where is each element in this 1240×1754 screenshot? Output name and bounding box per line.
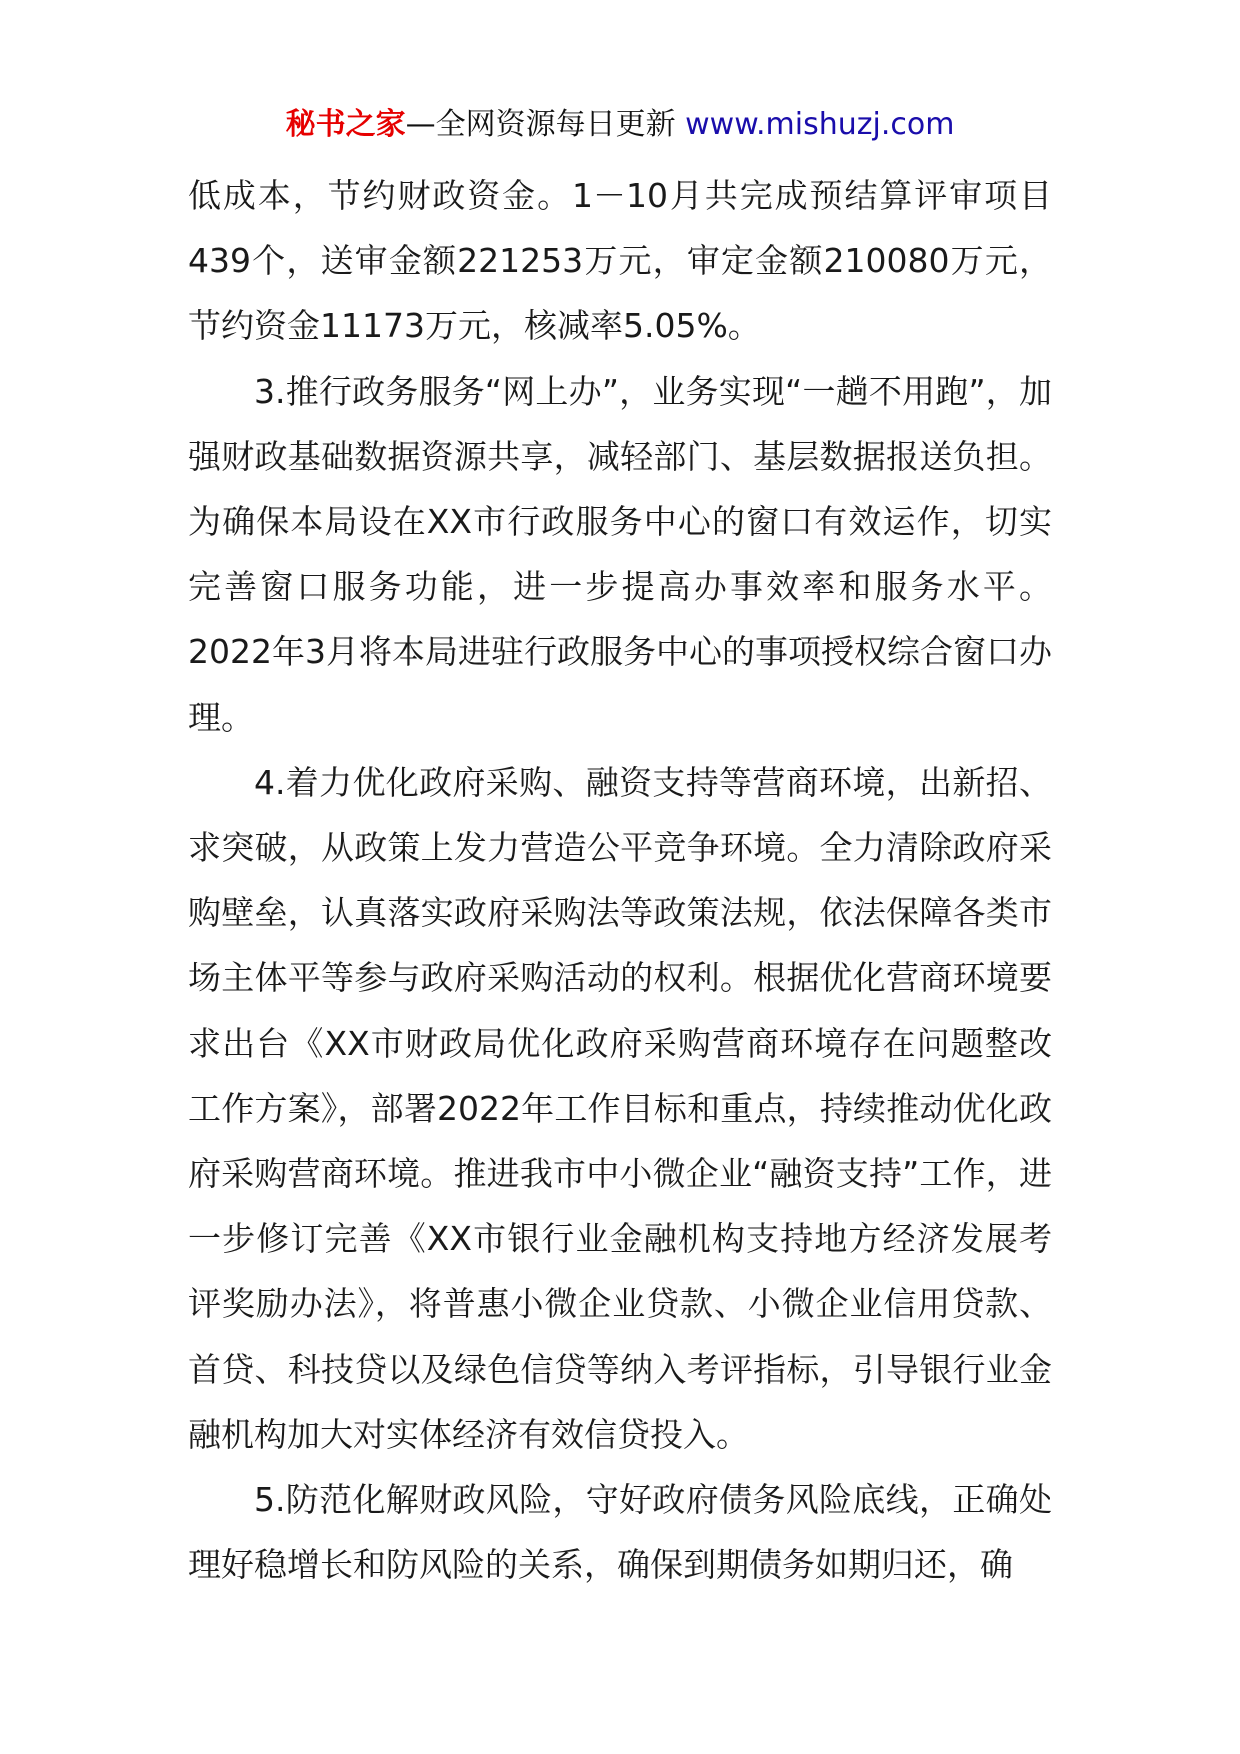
- page-header: [0, 100, 1240, 150]
- header-tagline: —全网资源每日更新: [405, 107, 676, 142]
- header-brand: 秘书之家: [285, 107, 406, 142]
- paragraph-3: 4.着力优化政府采购、融资支持等营商环境，出新招、求突破，从政策上发力营造公平竞争环境。全力清除政府采购壁垒，认真落实政府采购法等政策法规，依法保障各类市场主体平等参与政府采购活动的权利。根据优化营商环境要求出台《XX市财政局优化政府采购营商环境存在问题整改工作方案》，部署2022年工作目标和重点，持续推动优化政府采购营商环境。推进我市中小微企业“融资支持”工作，进一步修订完善《XX市银行业金融机构支持地方经济发展考评奖励办法》，将普惠小微企业贷款、小微企业信用贷款、首贷、科技贷以及绿色信贷等纳入考评指标，引导银行业金融机构加大对实体经济有效信贷投入。: [188, 762, 1052, 1454]
- document-body: [188, 163, 1052, 1597]
- paragraph-2: 3.推行政务服务“网上办”，业务实现“一趟不用跑”，加强财政基础数据资源共享，减轻部门、基层数据报送负担。为确保本局设在XX市行政服务中心的窗口有效运作，切实完善窗口服务功能，进一步提高办事效率和服务水平。2022年3月将本局进驻行政服务中心的事项授权综合窗口办理。: [188, 371, 1052, 737]
- paragraph-4: 5.防范化解财政风险，守好政府债务风险底线，正确处理好稳增长和防风险的关系，确保到期债务如期归还，确: [188, 1480, 1052, 1585]
- paragraph-1: 低成本，节约财政资金。1－10月共完成预结算评审项目439个，送审金额221253万元，审定金额210080万元，节约资金11173万元，核减率5.05%。: [188, 176, 1052, 346]
- header-url-link[interactable]: www.mishuzj.com: [685, 107, 955, 142]
